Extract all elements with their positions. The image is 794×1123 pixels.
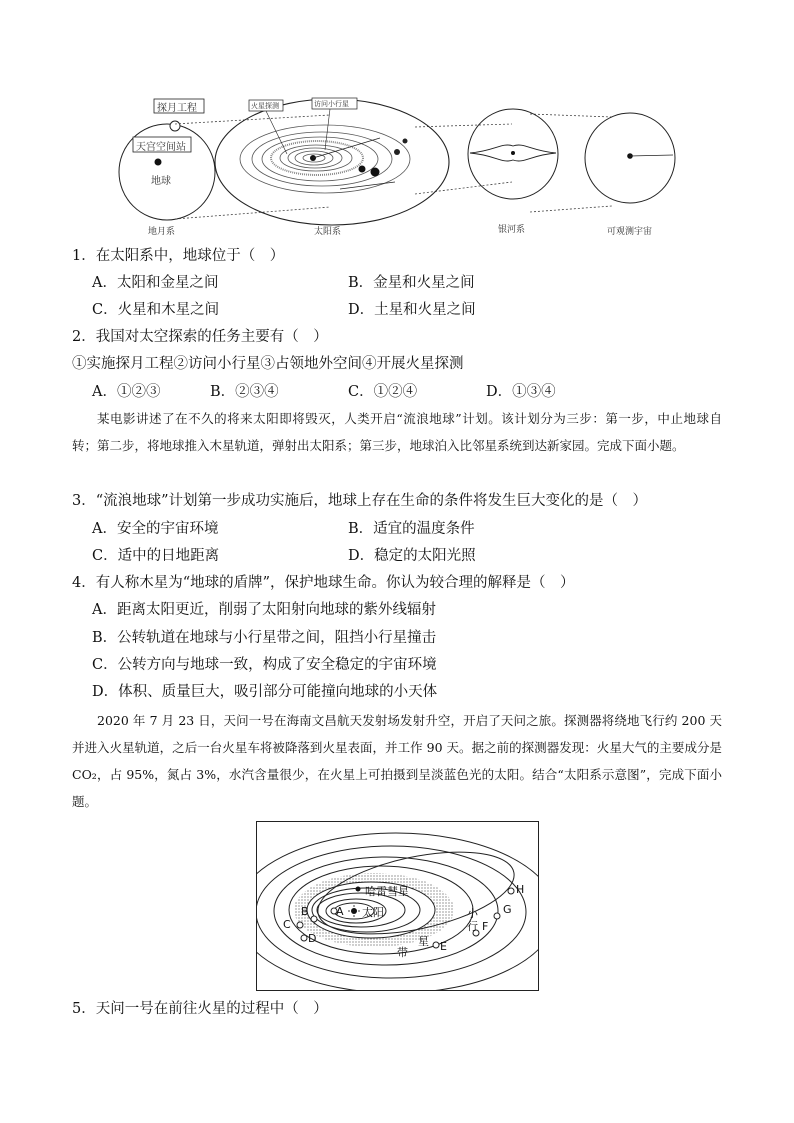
planet-c	[297, 922, 303, 928]
q3-option-d[interactable]: D．稳定的太阳光照	[348, 548, 476, 564]
q1-option-d[interactable]: D．土星和火星之间	[348, 302, 476, 318]
solar-system-outer	[215, 99, 449, 225]
q4-option-d[interactable]: D．体积、质量巨大，吸引部分可能撞向地球的小天体	[92, 684, 438, 700]
planet-h	[508, 888, 514, 894]
belt-label-2: 行	[467, 920, 478, 933]
planet-h-label: H	[516, 883, 525, 896]
q3-option-b[interactable]: B．适宜的温度条件	[348, 521, 475, 537]
q1-option-a[interactable]: A．太阳和金星之间	[92, 275, 219, 291]
q2-option-c[interactable]: C．①②④	[348, 384, 418, 400]
q3-stem: 3．“流浪地球”计划第一步成功实施后，地球上存在生命的条件将发生巨大变化的是（ ）	[72, 493, 648, 509]
planet-b	[311, 916, 317, 922]
tiangong-label: 天宫空间站	[136, 142, 186, 153]
q1-option-b[interactable]: B．金星和火星之间	[348, 275, 475, 291]
belt-label-1: 小	[467, 907, 478, 920]
lunar-probe-label: 探月工程	[157, 103, 197, 114]
q4-stem: 4．有人称木星为“地球的盾牌”，保护地球生命。你认为较合理的解释是（ ）	[72, 575, 575, 591]
planet-d-label: D	[308, 932, 317, 945]
planet-g	[494, 913, 500, 919]
halley-comet-marker	[356, 887, 361, 892]
q4-option-a[interactable]: A．距离太阳更近，削弱了太阳射向地球的紫外线辐射	[92, 602, 436, 618]
mars-probe-label: 火星探测	[251, 102, 279, 110]
q1-option-c[interactable]: C．火星和木星之间	[92, 302, 220, 318]
earth-dot	[155, 159, 162, 166]
earth-label: 地球	[151, 176, 171, 187]
observable-universe-label: 可观测宇宙	[607, 227, 653, 237]
q2-items: ①实施探月工程②访问小行星③占领地外空间④开展火星探测	[72, 356, 464, 372]
planet-g-label: G	[503, 903, 512, 916]
solar-system-diagram	[256, 821, 539, 991]
solar-system-label: 太阳系	[314, 227, 342, 237]
sun-label: 太阳	[362, 906, 384, 919]
planet-d	[301, 935, 307, 941]
belt-label-3: 星	[418, 935, 429, 948]
q3-option-c[interactable]: C．适中的日地距离	[92, 548, 220, 564]
sun-icon	[351, 908, 357, 914]
milky-way-label: 银河系	[498, 225, 526, 235]
q1-stem: 1．在太阳系中，地球位于（ ）	[72, 248, 285, 264]
planet-a-label: A	[336, 905, 344, 918]
earth-moon-system-label: 地月系	[148, 227, 176, 237]
q2-option-d[interactable]: D．①③④	[486, 384, 556, 400]
q3-option-a[interactable]: A．安全的宇宙环境	[92, 521, 219, 537]
planet-e	[433, 942, 439, 948]
planet-b-label: B	[301, 905, 309, 918]
planet-e-label: E	[440, 940, 447, 953]
q2-option-a[interactable]: A．①②③	[92, 384, 161, 400]
moon-dot	[170, 121, 180, 131]
q5-stem: 5．天问一号在前往火星的过程中（ ）	[72, 1001, 328, 1017]
passage-wandering-earth: 某电影讲述了在不久的将来太阳即将毁灭，人类开启“流浪地球”计划。该计划分为三步：第一步，中止地球自转；第二步，将地球推入木星轨道，弹射出太阳系；第三步，地球泊入比邻星系统到达新家园。完成下面小题。	[72, 411, 722, 453]
passage-tianwen: 2020 年 7 月 23 日，天问一号在海南文昌航天发射场发射升空，开启了天问之旅。探测器将绕地飞行约 200 天并进入火星轨道，之后一台火星车将被降落到火星表面，并工作 90 天。据之前的探测器发现：火星大气的主要成分是 CO₂，占 95%，氮占 3%，水汽含量很少，在火星上可拍摄到呈淡蓝色光的太阳。结合“太阳系示意图”，完成下面小题。	[72, 713, 722, 809]
q4-option-b[interactable]: B．公转轨道在地球与小行星带之间，阻挡小行星撞击	[92, 630, 437, 646]
planet-f-label: F	[482, 920, 489, 933]
asteroid-visit-label: 访问小行星	[314, 100, 349, 108]
q4-option-c[interactable]: C．公转方向与地球一致，构成了安全稳定的宇宙环境	[92, 657, 437, 673]
q2-stem: 2．我国对太空探索的任务主要有（ ）	[72, 329, 328, 345]
belt-label-4: 带	[397, 946, 408, 959]
planet-c-label: C	[283, 918, 291, 931]
cosmic-hierarchy-figure	[110, 94, 700, 239]
halley-comet-label: 哈雷彗星	[365, 885, 409, 898]
q2-option-b[interactable]: B．②③④	[210, 384, 279, 400]
